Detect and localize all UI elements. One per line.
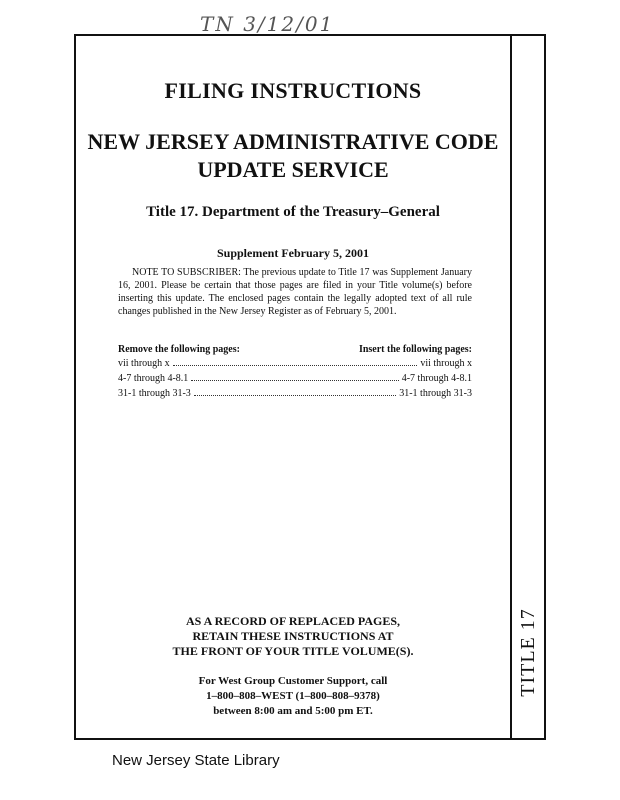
table-row	[118, 386, 472, 401]
tab-divider	[510, 36, 512, 738]
insert-pages: 4-7 through 4-8.1	[401, 373, 472, 384]
support-hours: between 8:00 am and 5:00 pm ET.	[213, 705, 373, 717]
table-row	[118, 371, 472, 386]
support-phone: 1–800–808–WEST (1–800–808–9378)	[206, 690, 380, 702]
remove-pages: 4-7 through 4-8.1	[118, 373, 189, 384]
remove-pages-header: Remove the following pages:	[118, 344, 240, 355]
subscriber-note: NOTE TO SUBSCRIBER: The previous update to Title 17 was Supplement January 16, 2001. Please be certain that those pages are filed in your Title volume(s) before inserting this update. The enclosed pages contain the legally adopted text of all rule changes published in the New Jersey Register as of February 5, 2001.	[118, 267, 472, 317]
pages-table	[118, 356, 472, 401]
leader-dots	[194, 386, 396, 396]
title-heading: Title 17. Department of the Treasury–General	[146, 204, 440, 220]
remove-pages: 31-1 through 31-3	[118, 388, 191, 399]
document-title: FILING INSTRUCTIONS	[164, 78, 422, 103]
title-tab	[516, 605, 540, 700]
library-footer: New Jersey State Library	[112, 752, 280, 769]
code-heading-line-2: UPDATE SERVICE	[197, 157, 389, 182]
insert-pages: 31-1 through 31-3	[399, 388, 472, 399]
code-heading	[76, 128, 510, 184]
insert-pages-header: Insert the following pages:	[358, 344, 472, 355]
retain-line-3: THE FRONT OF YOUR TITLE VOLUME(S).	[172, 644, 414, 658]
handwritten-note: TN 3/12/01	[200, 12, 335, 36]
retain-instructions	[76, 614, 510, 659]
code-heading-line-1: NEW JERSEY ADMINISTRATIVE CODE	[87, 129, 499, 154]
table-row	[118, 356, 472, 371]
leader-dots	[173, 356, 418, 366]
leader-dots	[191, 371, 398, 381]
title-tab-label: TITLE 17	[516, 608, 539, 697]
retain-line-1: AS A RECORD OF REPLACED PAGES,	[185, 614, 401, 628]
insert-pages: vii through x	[420, 358, 472, 369]
retain-line-2: RETAIN THESE INSTRUCTIONS AT	[192, 629, 394, 643]
pages-table-header	[118, 344, 472, 355]
supplement-date: Supplement February 5, 2001	[216, 246, 369, 260]
support-line-1: For West Group Customer Support, call	[198, 675, 388, 687]
customer-support	[76, 674, 510, 719]
remove-pages: vii through x	[118, 358, 170, 369]
